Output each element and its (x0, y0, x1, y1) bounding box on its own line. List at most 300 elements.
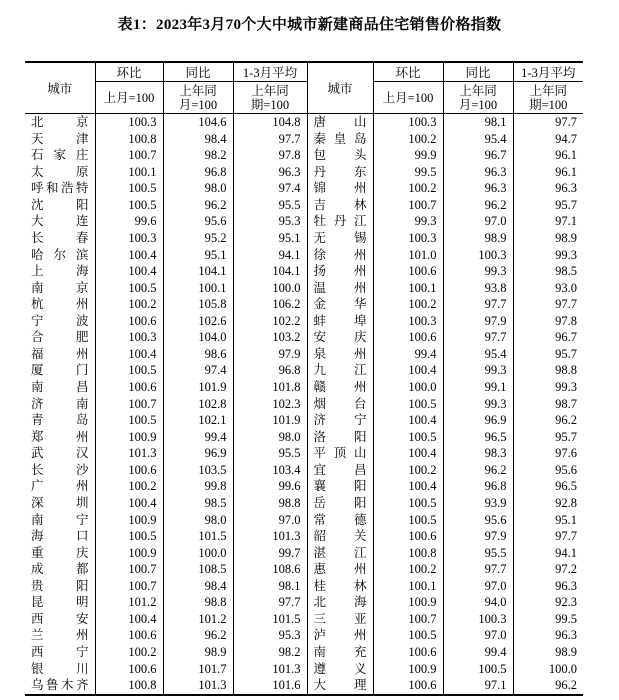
value-cell: 100.4 (373, 445, 443, 462)
table-row (25, 313, 583, 330)
city-cell: 兰州 (31, 628, 89, 643)
value-cell: 96.3 (513, 180, 583, 197)
city-cell: 太原 (31, 164, 89, 179)
value-cell: 97.7 (233, 594, 307, 611)
city-cell: 岳阳 (307, 495, 373, 512)
value-cell: 100.8 (95, 677, 163, 695)
city-cell: 石家庄 (31, 148, 89, 163)
city-cell: 桂林 (307, 578, 373, 595)
city-cell: 北海 (307, 594, 373, 611)
value-cell: 94.0 (443, 594, 513, 611)
city-cell: 丹东 (307, 164, 373, 181)
value-cell: 98.9 (513, 230, 583, 247)
value-cell: 93.8 (443, 280, 513, 297)
price-index-table (25, 61, 583, 696)
subheader-line: 上年同 (179, 83, 217, 98)
value-cell: 100.4 (95, 263, 163, 280)
value-cell: 97.9 (233, 346, 307, 363)
value-cell: 99.3 (513, 379, 583, 396)
value-cell: 100.1 (373, 280, 443, 297)
value-cell: 100.3 (373, 230, 443, 247)
table-row (25, 661, 583, 678)
value-cell: 101.2 (163, 611, 233, 628)
value-cell: 96.7 (513, 329, 583, 346)
table-row (25, 528, 583, 545)
city-cell: 遵义 (307, 661, 373, 678)
city-cell: 湛江 (307, 545, 373, 562)
avg-base-subheader (513, 82, 583, 114)
city-cell: 宁波 (31, 313, 89, 328)
value-cell: 100.4 (373, 478, 443, 495)
value-cell: 100.3 (373, 313, 443, 330)
value-cell: 105.8 (163, 296, 233, 313)
value-cell: 98.0 (163, 180, 233, 197)
value-cell: 96.2 (163, 627, 233, 644)
value-cell: 100.4 (95, 346, 163, 363)
value-cell: 96.3 (443, 180, 513, 197)
value-cell: 101.9 (233, 412, 307, 429)
table-row (25, 197, 583, 214)
value-cell: 100.0 (373, 379, 443, 396)
city-cell: 重庆 (31, 545, 89, 560)
value-cell: 100.7 (95, 561, 163, 578)
city-cell: 秦皇岛 (307, 131, 373, 148)
table-row (25, 611, 583, 628)
value-cell: 98.7 (513, 396, 583, 413)
city-cell: 烟台 (307, 396, 373, 413)
value-cell: 104.8 (233, 114, 307, 131)
avg-column-header: 1-3月平均 (233, 62, 307, 82)
table-row (25, 478, 583, 495)
value-cell: 97.9 (443, 313, 513, 330)
city-cell: 南宁 (31, 512, 89, 527)
city-cell: 福州 (31, 346, 89, 361)
city-cell: 北京 (31, 115, 89, 129)
value-cell: 94.1 (513, 545, 583, 562)
value-cell: 104.0 (163, 329, 233, 346)
city-cell: 武汉 (31, 446, 89, 461)
city-cell: 泸州 (307, 627, 373, 644)
value-cell: 96.1 (513, 164, 583, 181)
value-cell: 100.2 (95, 644, 163, 661)
value-cell: 103.5 (163, 462, 233, 479)
value-cell: 102.1 (163, 412, 233, 429)
value-cell: 101.3 (233, 661, 307, 678)
value-cell: 100.2 (95, 478, 163, 495)
value-cell: 100.5 (373, 512, 443, 529)
value-cell: 100.6 (95, 379, 163, 396)
value-cell: 101.7 (163, 661, 233, 678)
value-cell: 99.9 (373, 147, 443, 164)
value-cell: 93.0 (513, 280, 583, 297)
mom-base-subheader (95, 82, 163, 114)
table-row (25, 230, 583, 247)
value-cell: 98.9 (513, 644, 583, 661)
value-cell: 98.0 (233, 429, 307, 446)
value-cell: 99.4 (443, 644, 513, 661)
value-cell: 100.4 (373, 362, 443, 379)
value-cell: 99.3 (443, 362, 513, 379)
value-cell: 92.8 (513, 495, 583, 512)
city-cell: 包头 (307, 147, 373, 164)
value-cell: 98.1 (443, 114, 513, 131)
city-cell: 南京 (31, 280, 89, 295)
city-cell: 大连 (31, 214, 89, 229)
value-cell: 100.9 (95, 512, 163, 529)
subheader-line: 上年同 (459, 83, 497, 98)
value-cell: 98.5 (513, 263, 583, 280)
value-cell: 101.5 (233, 611, 307, 628)
value-cell: 101.5 (163, 528, 233, 545)
value-cell: 108.6 (233, 561, 307, 578)
table-row (25, 396, 583, 413)
city-cell: 济南 (31, 396, 89, 411)
value-cell: 96.8 (163, 164, 233, 181)
table-row (25, 213, 583, 230)
value-cell: 97.7 (443, 296, 513, 313)
city-cell: 韶关 (307, 528, 373, 545)
city-cell: 赣州 (307, 379, 373, 396)
table-row (25, 594, 583, 611)
city-cell: 广州 (31, 479, 89, 494)
value-cell: 100.5 (95, 362, 163, 379)
value-cell: 98.5 (163, 495, 233, 512)
value-cell: 100.5 (443, 661, 513, 678)
value-cell: 100.3 (373, 114, 443, 131)
value-cell: 100.3 (95, 329, 163, 346)
value-cell: 92.3 (513, 594, 583, 611)
table-row (25, 677, 583, 695)
value-cell: 98.1 (233, 578, 307, 595)
value-cell: 95.1 (233, 230, 307, 247)
value-cell: 96.2 (443, 462, 513, 479)
subheader-line: 上月=100 (382, 90, 434, 105)
value-cell: 102.8 (163, 396, 233, 413)
value-cell: 95.5 (233, 445, 307, 462)
value-cell: 96.8 (443, 478, 513, 495)
value-cell: 101.6 (233, 677, 307, 695)
value-cell: 100.2 (373, 561, 443, 578)
value-cell: 106.2 (233, 296, 307, 313)
value-cell: 97.0 (233, 512, 307, 529)
city-cell: 济宁 (307, 412, 373, 429)
value-cell: 99.3 (443, 263, 513, 280)
value-cell: 100.3 (95, 230, 163, 247)
yoy-column-header: 同比 (443, 62, 513, 82)
city-cell: 郑州 (31, 429, 89, 444)
value-cell: 100.5 (95, 197, 163, 214)
table-body (25, 114, 583, 695)
subheader-line: 上月=100 (103, 90, 155, 105)
table-row (25, 296, 583, 313)
city-cell: 海口 (31, 529, 89, 544)
value-cell: 95.4 (443, 346, 513, 363)
city-cell: 长沙 (31, 462, 89, 477)
value-cell: 100.1 (95, 164, 163, 181)
value-cell: 100.6 (373, 677, 443, 695)
value-cell: 100.5 (95, 412, 163, 429)
city-cell: 西宁 (31, 645, 89, 659)
value-cell: 104.1 (233, 263, 307, 280)
value-cell: 97.0 (443, 627, 513, 644)
value-cell: 101.8 (233, 379, 307, 396)
value-cell: 98.8 (233, 495, 307, 512)
value-cell: 100.0 (513, 661, 583, 678)
city-cell: 金华 (307, 296, 373, 313)
value-cell: 101.3 (163, 677, 233, 695)
value-cell: 100.4 (95, 611, 163, 628)
mom-column-header: 环比 (373, 62, 443, 82)
value-cell: 96.9 (443, 412, 513, 429)
table-row (25, 362, 583, 379)
value-cell: 100.7 (373, 611, 443, 628)
header-row-top (25, 62, 583, 82)
value-cell: 99.7 (233, 545, 307, 562)
value-cell: 98.2 (163, 147, 233, 164)
value-cell: 103.2 (233, 329, 307, 346)
value-cell: 100.5 (373, 396, 443, 413)
value-cell: 104.1 (163, 263, 233, 280)
value-cell: 103.4 (233, 462, 307, 479)
city-cell: 平顶山 (307, 445, 373, 462)
value-cell: 97.1 (513, 213, 583, 230)
table-row (25, 263, 583, 280)
value-cell: 100.5 (373, 495, 443, 512)
value-cell: 98.8 (163, 594, 233, 611)
value-cell: 95.7 (513, 197, 583, 214)
city-cell: 九江 (307, 362, 373, 379)
table-row (25, 247, 583, 264)
header-row-sub (25, 82, 583, 114)
subheader-line: 月=100 (458, 97, 498, 112)
value-cell: 97.0 (443, 578, 513, 595)
value-cell: 95.6 (163, 213, 233, 230)
value-cell: 100.6 (95, 661, 163, 678)
value-cell: 100.3 (95, 114, 163, 131)
value-cell: 100.0 (233, 280, 307, 297)
subheader-line: 上年同 (529, 83, 567, 98)
city-cell: 惠州 (307, 561, 373, 578)
city-cell: 泉州 (307, 346, 373, 363)
value-cell: 100.4 (95, 495, 163, 512)
city-cell: 宜昌 (307, 462, 373, 479)
city-cell: 厦门 (31, 363, 89, 378)
value-cell: 100.6 (95, 313, 163, 330)
table-row (25, 578, 583, 595)
city-cell: 徐州 (307, 247, 373, 264)
value-cell: 96.9 (163, 445, 233, 462)
value-cell: 101.9 (163, 379, 233, 396)
table-row (25, 462, 583, 479)
avg-base-subheader (233, 82, 307, 114)
table-row (25, 379, 583, 396)
value-cell: 100.0 (163, 545, 233, 562)
value-cell: 99.3 (513, 247, 583, 264)
city-cell: 天津 (31, 131, 89, 146)
table-row (25, 561, 583, 578)
value-cell: 97.6 (513, 445, 583, 462)
value-cell: 98.8 (513, 362, 583, 379)
value-cell: 98.0 (163, 512, 233, 529)
city-cell: 安庆 (307, 329, 373, 346)
city-cell: 长春 (31, 230, 89, 245)
table-row (25, 329, 583, 346)
value-cell: 100.6 (95, 462, 163, 479)
value-cell: 100.2 (373, 131, 443, 148)
value-cell: 93.9 (443, 495, 513, 512)
value-cell: 100.9 (373, 594, 443, 611)
city-cell: 银川 (31, 661, 89, 676)
value-cell: 95.1 (163, 247, 233, 264)
value-cell: 100.5 (95, 280, 163, 297)
value-cell: 96.2 (163, 197, 233, 214)
value-cell: 101.3 (233, 528, 307, 545)
value-cell: 101.0 (373, 247, 443, 264)
value-cell: 97.4 (233, 180, 307, 197)
value-cell: 100.6 (373, 329, 443, 346)
value-cell: 100.5 (373, 627, 443, 644)
city-cell: 乌鲁木齐 (31, 678, 89, 693)
value-cell: 98.3 (443, 445, 513, 462)
value-cell: 100.7 (373, 197, 443, 214)
table-row (25, 147, 583, 164)
value-cell: 97.8 (233, 147, 307, 164)
value-cell: 100.6 (373, 644, 443, 661)
city-cell: 温州 (307, 280, 373, 297)
city-column-header: 城市 (307, 62, 373, 114)
value-cell: 96.3 (513, 578, 583, 595)
value-cell: 100.3 (443, 611, 513, 628)
value-cell: 95.3 (233, 213, 307, 230)
value-cell: 96.3 (443, 164, 513, 181)
value-cell: 99.5 (513, 611, 583, 628)
yoy-base-subheader (163, 82, 233, 114)
value-cell: 97.7 (233, 131, 307, 148)
city-cell: 上海 (31, 264, 89, 279)
table-row (25, 412, 583, 429)
value-cell: 99.6 (95, 213, 163, 230)
subheader-line: 期=100 (529, 97, 568, 112)
value-cell: 94.1 (233, 247, 307, 264)
value-cell: 100.6 (373, 528, 443, 545)
value-cell: 99.4 (163, 429, 233, 446)
value-cell: 96.8 (233, 362, 307, 379)
city-cell: 蚌埠 (307, 313, 373, 330)
value-cell: 96.7 (443, 147, 513, 164)
value-cell: 100.3 (443, 247, 513, 264)
value-cell: 94.7 (513, 131, 583, 148)
value-cell: 96.5 (513, 478, 583, 495)
value-cell: 95.1 (513, 512, 583, 529)
value-cell: 97.1 (443, 677, 513, 695)
value-cell: 97.2 (513, 561, 583, 578)
value-cell: 100.8 (95, 131, 163, 148)
value-cell: 100.2 (95, 296, 163, 313)
value-cell: 97.8 (513, 313, 583, 330)
value-cell: 100.6 (95, 627, 163, 644)
table-row (25, 545, 583, 562)
value-cell: 95.7 (513, 429, 583, 446)
value-cell: 102.3 (233, 396, 307, 413)
value-cell: 100.2 (373, 462, 443, 479)
value-cell: 100.9 (95, 429, 163, 446)
value-cell: 95.5 (443, 545, 513, 562)
table-container (25, 61, 619, 696)
mom-base-subheader (373, 82, 443, 114)
value-cell: 97.4 (163, 362, 233, 379)
value-cell: 96.2 (513, 677, 583, 695)
city-cell: 吉林 (307, 197, 373, 214)
value-cell: 100.4 (373, 412, 443, 429)
city-cell: 南充 (307, 644, 373, 661)
city-cell: 西安 (31, 611, 89, 626)
value-cell: 99.3 (443, 396, 513, 413)
city-cell: 杭州 (31, 297, 89, 312)
city-cell: 呼和浩特 (31, 181, 89, 196)
page-title: 表1：2023年3月70个大中城市新建商品住宅销售价格指数 (117, 17, 502, 33)
city-cell: 扬州 (307, 263, 373, 280)
yoy-base-subheader (443, 82, 513, 114)
mom-column-header: 环比 (95, 62, 163, 82)
table-row (25, 644, 583, 661)
avg-column-header: 1-3月平均 (513, 62, 583, 82)
value-cell: 100.2 (373, 180, 443, 197)
table-row (25, 627, 583, 644)
value-cell: 95.4 (443, 131, 513, 148)
value-cell: 98.2 (233, 644, 307, 661)
subheader-line: 月=100 (178, 97, 218, 112)
city-cell: 南昌 (31, 380, 89, 394)
city-cell: 洛阳 (307, 429, 373, 446)
value-cell: 95.5 (233, 197, 307, 214)
value-cell: 100.2 (373, 296, 443, 313)
value-cell: 102.6 (163, 313, 233, 330)
city-cell: 牡丹江 (307, 213, 373, 230)
value-cell: 101.2 (95, 594, 163, 611)
table-header (25, 62, 583, 114)
value-cell: 99.6 (233, 478, 307, 495)
value-cell: 95.7 (513, 346, 583, 363)
table-row (25, 180, 583, 197)
value-cell: 97.7 (443, 329, 513, 346)
value-cell: 100.5 (95, 180, 163, 197)
value-cell: 102.2 (233, 313, 307, 330)
value-cell: 96.2 (513, 412, 583, 429)
value-cell: 97.0 (443, 213, 513, 230)
city-cell: 锦州 (307, 180, 373, 197)
city-cell: 合肥 (31, 330, 89, 345)
value-cell: 99.3 (373, 213, 443, 230)
value-cell: 108.5 (163, 561, 233, 578)
value-cell: 96.5 (443, 429, 513, 446)
value-cell: 99.4 (373, 346, 443, 363)
value-cell: 100.1 (163, 280, 233, 297)
yoy-column-header: 同比 (163, 62, 233, 82)
table-row (25, 429, 583, 446)
value-cell: 100.7 (95, 396, 163, 413)
value-cell: 100.7 (95, 578, 163, 595)
city-cell: 无锡 (307, 230, 373, 247)
city-cell: 成都 (31, 562, 89, 577)
city-cell: 昆明 (31, 595, 89, 610)
city-cell: 大理 (307, 677, 373, 695)
table-row (25, 445, 583, 462)
subheader-line: 上年同 (251, 83, 289, 98)
value-cell: 95.2 (163, 230, 233, 247)
value-cell: 100.9 (373, 661, 443, 678)
value-cell: 95.6 (443, 512, 513, 529)
value-cell: 100.7 (95, 147, 163, 164)
